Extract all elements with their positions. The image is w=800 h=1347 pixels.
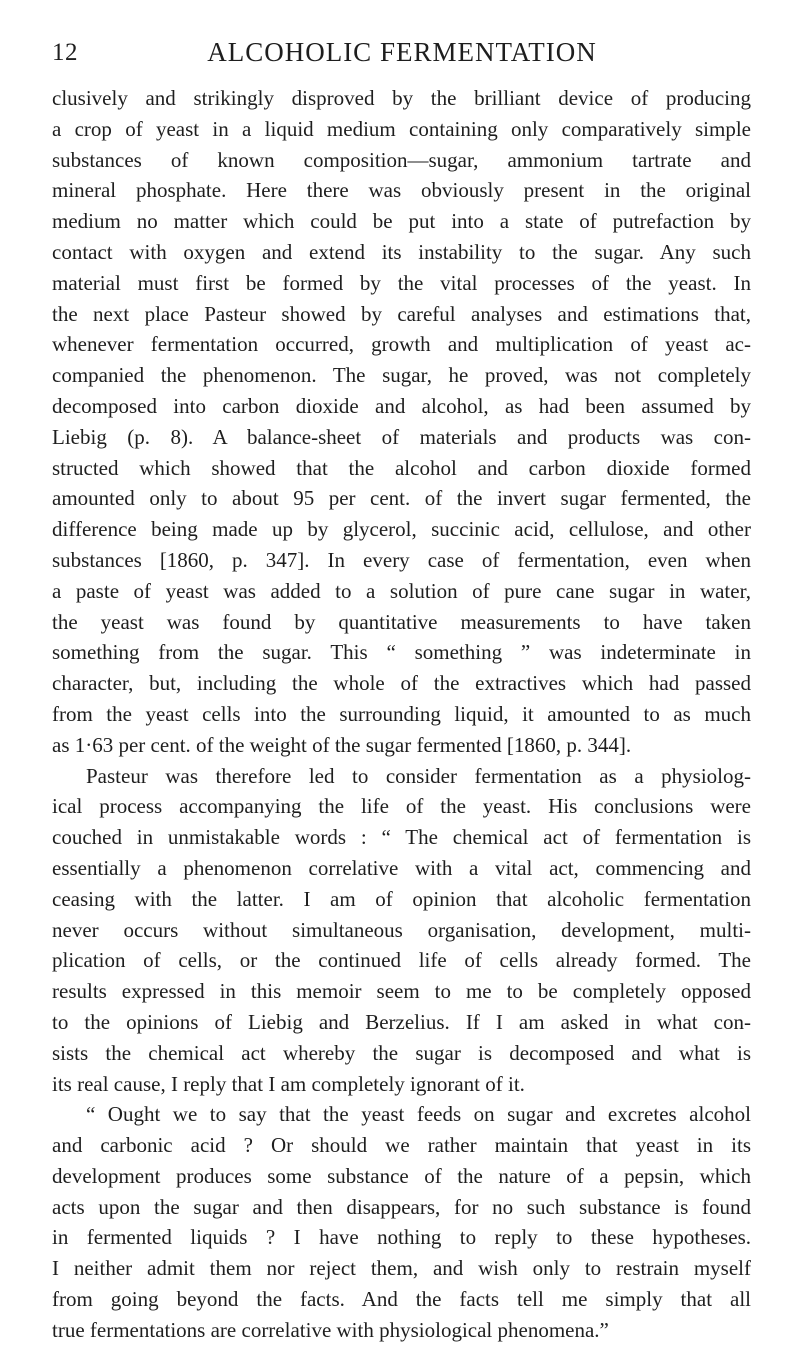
text-line: mineral phosphate. Here there was obviously present in the original (52, 178, 751, 203)
text-line: I neither admit them nor reject them, and wish only to restrain myself (52, 1256, 751, 1281)
text-line: Pasteur was therefore led to consider fermentation as a physiolog- (86, 763, 751, 788)
text-line: never occurs without simultaneous organisation, development, multi- (52, 917, 751, 942)
body-text (52, 83, 751, 1346)
text-line: true fermentations are correlative with physiological phenomena.” (52, 1317, 609, 1342)
text-line: whenever fermentation occurred, growth and multiplication of yeast ac- (52, 332, 751, 357)
text-line: substances of known composition—sugar, ammonium tartrate and (52, 147, 751, 172)
text-line: a paste of yeast was added to a solution of pure cane sugar in water, (52, 578, 751, 603)
text-line: structed which showed that the alcohol and carbon dioxide formed (52, 455, 751, 480)
page-number: 12 (52, 39, 78, 66)
text-line: to the opinions of Liebig and Berzelius. If I am asked in what con- (52, 1009, 751, 1034)
text-line: its real cause, I reply that I am completely ignorant of it. (52, 1071, 525, 1096)
text-line: difference being made up by glycerol, succinic acid, cellulose, and other (52, 517, 751, 542)
text-line: “ Ought we to say that the yeast feeds on sugar and excretes alcohol (86, 1102, 751, 1127)
text-line: amounted only to about 95 per cent. of the invert sugar fermented, the (52, 486, 751, 511)
text-line: development produces some substance of the nature of a pepsin, which (52, 1163, 751, 1188)
text-line: the next place Pasteur showed by careful analyses and estimations that, (52, 301, 751, 326)
text-line: essentially a phenomenon correlative with a vital act, commencing and (52, 855, 751, 880)
text-line: the yeast was found by quantitative measurements to have taken (52, 609, 751, 634)
text-line: companied the phenomenon. The sugar, he proved, was not completely (52, 363, 751, 388)
text-line: in fermented liquids ? I have nothing to reply to these hypotheses. (52, 1225, 751, 1250)
text-line: results expressed in this memoir seem to me to be completely opposed (52, 979, 751, 1004)
text-line: a crop of yeast in a liquid medium containing only comparatively simple (52, 116, 751, 141)
text-line: substances [1860, p. 347]. In every case of fermentation, even when (52, 547, 751, 572)
text-line: something from the sugar. This “ something ” was indeterminate in (52, 640, 751, 665)
text-line: couched in unmistakable words : “ The chemical act of fermentation is (52, 825, 751, 850)
text-line: ical process accompanying the life of the yeast. His conclusions were (52, 794, 751, 819)
running-head: ALCOHOLIC FERMENTATION (207, 37, 597, 67)
text-line: clusively and strikingly disproved by the brilliant device of producing (52, 86, 751, 110)
text-line: character, but, including the whole of the extractives which had passed (52, 671, 751, 696)
text-line: plication of cells, or the continued life of cells already formed. The (52, 948, 751, 973)
text-line: as 1·63 per cent. of the weight of the sugar fermented [1860, p. 344]. (52, 732, 632, 757)
text-line: ceasing with the latter. I am of opinion that alcoholic fermentation (52, 886, 751, 911)
text-line: and carbonic acid ? Or should we rather maintain that yeast in its (52, 1133, 751, 1158)
text-line: decomposed into carbon dioxide and alcohol, as had been assumed by (52, 393, 751, 418)
text-line: from going beyond the facts. And the facts tell me simply that all (52, 1287, 751, 1312)
text-line: medium no matter which could be put into a state of putrefaction by (52, 209, 751, 234)
text-line: material must first be formed by the vital processes of the yeast. In (52, 270, 751, 295)
text-line: sists the chemical act whereby the sugar is decomposed and what is (52, 1040, 751, 1065)
text-line: Liebig (p. 8). A balance-sheet of materials and products was con- (52, 424, 751, 449)
text-line: contact with oxygen and extend its instability to the sugar. Any such (52, 239, 751, 264)
text-line: acts upon the sugar and then disappears, for no such substance is found (52, 1194, 751, 1219)
text-line: from the yeast cells into the surrounding liquid, it amounted to as much (52, 701, 751, 726)
page-header (52, 33, 752, 73)
